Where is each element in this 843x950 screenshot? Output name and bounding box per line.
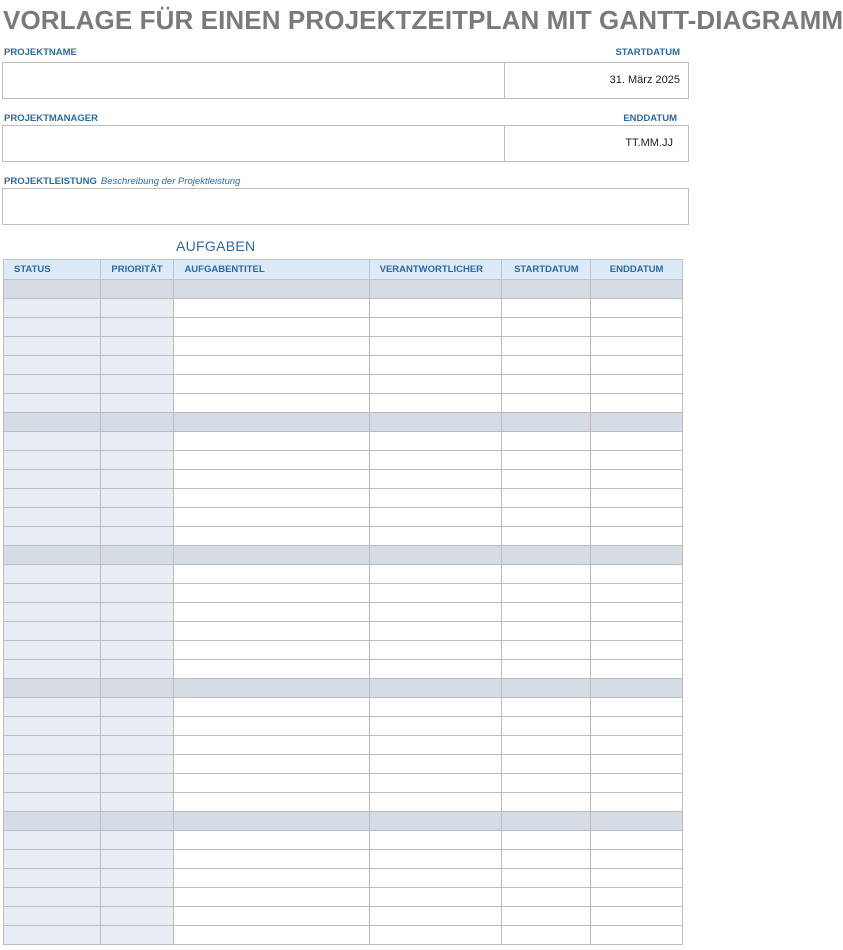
status-cell[interactable] — [4, 413, 101, 432]
task-title-cell[interactable] — [174, 622, 369, 641]
priority-cell[interactable] — [100, 869, 174, 888]
end-date-cell[interactable] — [591, 451, 683, 470]
owner-cell[interactable] — [369, 508, 502, 527]
end-date-cell[interactable] — [591, 793, 683, 812]
priority-cell[interactable] — [100, 508, 174, 527]
priority-cell[interactable] — [100, 812, 174, 831]
owner-cell[interactable] — [369, 736, 502, 755]
task-title-cell[interactable] — [174, 584, 369, 603]
start-date-cell[interactable] — [502, 660, 591, 679]
task-group-row — [4, 546, 683, 565]
status-cell[interactable] — [4, 698, 101, 717]
task-title-cell[interactable] — [174, 470, 369, 489]
task-title-cell[interactable] — [174, 698, 369, 717]
owner-cell[interactable] — [369, 527, 502, 546]
owner-cell[interactable] — [369, 774, 502, 793]
status-cell[interactable] — [4, 508, 101, 527]
task-row — [4, 774, 683, 793]
owner-cell[interactable] — [369, 603, 502, 622]
task-row — [4, 831, 683, 850]
task-row — [4, 451, 683, 470]
task-title-cell[interactable] — [174, 888, 369, 907]
task-title-cell[interactable] — [174, 869, 369, 888]
end-date-cell[interactable] — [591, 907, 683, 926]
task-group-row — [4, 280, 683, 299]
priority-cell[interactable] — [100, 736, 174, 755]
project-manager-field[interactable] — [2, 125, 505, 162]
task-row — [4, 698, 683, 717]
task-title-cell[interactable] — [174, 736, 369, 755]
end-date-cell[interactable] — [591, 375, 683, 394]
priority-cell[interactable] — [100, 375, 174, 394]
task-row — [4, 888, 683, 907]
tasks-section-title: AUFGABEN — [176, 238, 256, 254]
owner-cell[interactable] — [369, 755, 502, 774]
tasks-header-row — [4, 260, 683, 280]
column-header-owner: VERANTWORTLICHER — [369, 260, 502, 280]
deliverable-field[interactable] — [2, 188, 689, 225]
end-date-cell[interactable] — [591, 603, 683, 622]
task-title-cell[interactable] — [174, 660, 369, 679]
priority-cell[interactable] — [100, 432, 174, 451]
start-date-cell[interactable] — [502, 356, 591, 375]
start-date-cell[interactable] — [502, 736, 591, 755]
deliverable-hint: Beschreibung der Projektleistung — [100, 176, 241, 187]
status-cell[interactable] — [4, 736, 101, 755]
deliverable-label-text: PROJEKTLEISTUNG — [4, 176, 97, 187]
owner-cell[interactable] — [369, 679, 502, 698]
task-title-cell[interactable] — [174, 907, 369, 926]
task-row — [4, 508, 683, 527]
priority-cell[interactable] — [100, 679, 174, 698]
status-cell[interactable] — [4, 489, 101, 508]
task-title-cell[interactable] — [174, 356, 369, 375]
task-title-cell[interactable] — [174, 489, 369, 508]
status-cell[interactable] — [4, 394, 101, 413]
task-group-row — [4, 413, 683, 432]
end-date-cell[interactable] — [591, 679, 683, 698]
status-cell[interactable] — [4, 432, 101, 451]
end-date-cell[interactable] — [591, 622, 683, 641]
task-title-cell[interactable] — [174, 679, 369, 698]
task-row — [4, 869, 683, 888]
end-date-value: TT.MM.JJ — [625, 137, 673, 149]
task-title-cell[interactable] — [174, 394, 369, 413]
status-cell[interactable] — [4, 831, 101, 850]
task-title-cell[interactable] — [174, 793, 369, 812]
status-cell[interactable] — [4, 812, 101, 831]
task-row — [4, 527, 683, 546]
start-date-cell[interactable] — [502, 489, 591, 508]
start-date-cell[interactable] — [502, 584, 591, 603]
task-title-cell[interactable] — [174, 603, 369, 622]
task-group-row — [4, 812, 683, 831]
priority-cell[interactable] — [100, 774, 174, 793]
owner-cell[interactable] — [369, 850, 502, 869]
end-date-cell[interactable] — [591, 774, 683, 793]
start-date-cell[interactable] — [502, 470, 591, 489]
priority-cell[interactable] — [100, 299, 174, 318]
task-title-cell[interactable] — [174, 831, 369, 850]
owner-cell[interactable] — [369, 280, 502, 299]
owner-cell[interactable] — [369, 926, 502, 945]
status-cell[interactable] — [4, 774, 101, 793]
column-header-end-date: ENDDATUM — [591, 260, 683, 280]
task-row — [4, 489, 683, 508]
owner-cell[interactable] — [369, 622, 502, 641]
task-title-cell[interactable] — [174, 280, 369, 299]
start-date-cell[interactable] — [502, 888, 591, 907]
start-date-cell[interactable] — [502, 755, 591, 774]
priority-cell[interactable] — [100, 565, 174, 584]
task-row — [4, 641, 683, 660]
start-date-cell[interactable] — [502, 603, 591, 622]
owner-cell[interactable] — [369, 470, 502, 489]
column-header-start-date: STARTDATUM — [502, 260, 591, 280]
priority-cell[interactable] — [100, 546, 174, 565]
status-cell[interactable] — [4, 850, 101, 869]
status-cell[interactable] — [4, 299, 101, 318]
owner-cell[interactable] — [369, 698, 502, 717]
end-date-cell[interactable] — [591, 584, 683, 603]
end-date-cell[interactable] — [591, 736, 683, 755]
start-date-cell[interactable] — [502, 337, 591, 356]
owner-cell[interactable] — [369, 299, 502, 318]
end-date-cell[interactable] — [591, 755, 683, 774]
page-title: VORLAGE FÜR EINEN PROJEKTZEITPLAN MIT GANTT-DIAGRAMM — [3, 5, 843, 35]
column-header-task-title: AUFGABENTITEL — [174, 260, 369, 280]
end-date-cell[interactable] — [591, 527, 683, 546]
priority-cell[interactable] — [100, 755, 174, 774]
priority-cell[interactable] — [100, 489, 174, 508]
priority-cell[interactable] — [100, 717, 174, 736]
start-date-cell[interactable] — [502, 375, 591, 394]
status-cell[interactable] — [4, 717, 101, 736]
task-row — [4, 299, 683, 318]
end-date-cell[interactable] — [591, 470, 683, 489]
priority-cell[interactable] — [100, 907, 174, 926]
task-title-cell[interactable] — [174, 451, 369, 470]
priority-cell[interactable] — [100, 394, 174, 413]
end-date-cell[interactable] — [591, 413, 683, 432]
task-row — [4, 584, 683, 603]
task-title-cell[interactable] — [174, 299, 369, 318]
end-date-label: ENDDATUM — [623, 113, 677, 124]
priority-cell[interactable] — [100, 926, 174, 945]
status-cell[interactable] — [4, 337, 101, 356]
end-date-cell[interactable] — [591, 641, 683, 660]
owner-cell[interactable] — [369, 565, 502, 584]
start-date-cell[interactable] — [502, 527, 591, 546]
task-row — [4, 850, 683, 869]
task-title-cell[interactable] — [174, 774, 369, 793]
owner-cell[interactable] — [369, 413, 502, 432]
task-row — [4, 622, 683, 641]
start-date-value: 31. März 2025 — [609, 74, 680, 86]
project-manager-label: PROJEKTMANAGER — [4, 113, 98, 124]
owner-cell[interactable] — [369, 337, 502, 356]
status-cell[interactable] — [4, 755, 101, 774]
start-date-cell[interactable] — [502, 717, 591, 736]
task-title-cell[interactable] — [174, 527, 369, 546]
task-row — [4, 660, 683, 679]
end-date-cell[interactable] — [591, 926, 683, 945]
task-row — [4, 926, 683, 945]
owner-cell[interactable] — [369, 432, 502, 451]
task-title-cell[interactable] — [174, 337, 369, 356]
priority-cell[interactable] — [100, 831, 174, 850]
start-date-cell[interactable] — [502, 432, 591, 451]
task-group-row — [4, 679, 683, 698]
status-cell[interactable] — [4, 546, 101, 565]
owner-cell[interactable] — [369, 394, 502, 413]
task-row — [4, 793, 683, 812]
status-cell[interactable] — [4, 641, 101, 660]
owner-cell[interactable] — [369, 584, 502, 603]
tasks-body — [4, 280, 683, 945]
start-date-cell[interactable] — [502, 831, 591, 850]
priority-cell[interactable] — [100, 622, 174, 641]
task-row — [4, 337, 683, 356]
status-cell[interactable] — [4, 356, 101, 375]
priority-cell[interactable] — [100, 356, 174, 375]
priority-cell[interactable] — [100, 413, 174, 432]
start-date-cell[interactable] — [502, 850, 591, 869]
owner-cell[interactable] — [369, 907, 502, 926]
task-title-cell[interactable] — [174, 812, 369, 831]
task-title-cell[interactable] — [174, 850, 369, 869]
end-date-cell[interactable] — [591, 831, 683, 850]
project-name-field[interactable] — [2, 62, 505, 99]
end-date-cell[interactable] — [591, 812, 683, 831]
end-date-cell[interactable] — [591, 508, 683, 527]
status-cell[interactable] — [4, 470, 101, 489]
task-row — [4, 375, 683, 394]
start-date-cell[interactable] — [502, 641, 591, 660]
status-cell[interactable] — [4, 907, 101, 926]
priority-cell[interactable] — [100, 888, 174, 907]
task-title-cell[interactable] — [174, 926, 369, 945]
owner-cell[interactable] — [369, 546, 502, 565]
owner-cell[interactable] — [369, 793, 502, 812]
owner-cell[interactable] — [369, 812, 502, 831]
priority-cell[interactable] — [100, 527, 174, 546]
priority-cell[interactable] — [100, 603, 174, 622]
owner-cell[interactable] — [369, 375, 502, 394]
priority-cell[interactable] — [100, 470, 174, 489]
task-title-cell[interactable] — [174, 755, 369, 774]
status-cell[interactable] — [4, 584, 101, 603]
start-date-cell[interactable] — [502, 280, 591, 299]
owner-cell[interactable] — [369, 451, 502, 470]
task-title-cell[interactable] — [174, 413, 369, 432]
status-cell[interactable] — [4, 679, 101, 698]
status-cell[interactable] — [4, 375, 101, 394]
status-cell[interactable] — [4, 888, 101, 907]
priority-cell[interactable] — [100, 337, 174, 356]
priority-cell[interactable] — [100, 318, 174, 337]
task-row — [4, 394, 683, 413]
start-date-cell[interactable] — [502, 926, 591, 945]
end-date-cell[interactable] — [591, 280, 683, 299]
owner-cell[interactable] — [369, 318, 502, 337]
priority-cell[interactable] — [100, 641, 174, 660]
end-date-cell[interactable] — [591, 717, 683, 736]
status-cell[interactable] — [4, 926, 101, 945]
status-cell[interactable] — [4, 793, 101, 812]
end-date-cell[interactable] — [591, 546, 683, 565]
status-cell[interactable] — [4, 622, 101, 641]
end-date-cell[interactable] — [591, 698, 683, 717]
task-title-cell[interactable] — [174, 318, 369, 337]
start-date-cell[interactable] — [502, 394, 591, 413]
task-title-cell[interactable] — [174, 375, 369, 394]
priority-cell[interactable] — [100, 451, 174, 470]
start-date-cell[interactable] — [502, 907, 591, 926]
start-date-cell[interactable] — [502, 774, 591, 793]
status-cell[interactable] — [4, 280, 101, 299]
priority-cell[interactable] — [100, 793, 174, 812]
tasks-table — [3, 259, 683, 945]
task-title-cell[interactable] — [174, 508, 369, 527]
task-title-cell[interactable] — [174, 565, 369, 584]
end-date-cell[interactable] — [591, 299, 683, 318]
start-date-cell[interactable] — [502, 318, 591, 337]
task-row — [4, 318, 683, 337]
owner-cell[interactable] — [369, 660, 502, 679]
priority-cell[interactable] — [100, 850, 174, 869]
end-date-cell[interactable] — [591, 337, 683, 356]
column-header-priority: PRIORITÄT — [100, 260, 174, 280]
task-title-cell[interactable] — [174, 546, 369, 565]
start-date-cell[interactable] — [502, 793, 591, 812]
owner-cell[interactable] — [369, 641, 502, 660]
start-date-cell[interactable] — [502, 565, 591, 584]
end-date-cell[interactable] — [591, 888, 683, 907]
task-title-cell[interactable] — [174, 641, 369, 660]
start-date-cell[interactable] — [502, 299, 591, 318]
project-name-label: PROJEKTNAME — [4, 47, 77, 58]
end-date-cell[interactable] — [591, 565, 683, 584]
priority-cell[interactable] — [100, 698, 174, 717]
end-date-cell[interactable] — [591, 356, 683, 375]
end-date-cell[interactable] — [591, 850, 683, 869]
task-row — [4, 432, 683, 451]
task-row — [4, 356, 683, 375]
priority-cell[interactable] — [100, 660, 174, 679]
start-date-cell[interactable] — [502, 869, 591, 888]
task-title-cell[interactable] — [174, 432, 369, 451]
task-row — [4, 717, 683, 736]
start-date-cell[interactable] — [502, 698, 591, 717]
start-date-cell[interactable] — [502, 622, 591, 641]
end-date-cell[interactable] — [591, 318, 683, 337]
task-row — [4, 755, 683, 774]
owner-cell[interactable] — [369, 831, 502, 850]
owner-cell[interactable] — [369, 717, 502, 736]
status-cell[interactable] — [4, 869, 101, 888]
owner-cell[interactable] — [369, 869, 502, 888]
owner-cell[interactable] — [369, 489, 502, 508]
start-date-cell[interactable] — [502, 508, 591, 527]
owner-cell[interactable] — [369, 888, 502, 907]
deliverable-label — [4, 176, 240, 187]
end-date-cell[interactable] — [591, 489, 683, 508]
task-row — [4, 736, 683, 755]
start-date-cell[interactable] — [502, 812, 591, 831]
status-cell[interactable] — [4, 527, 101, 546]
status-cell[interactable] — [4, 451, 101, 470]
start-date-cell[interactable] — [502, 413, 591, 432]
owner-cell[interactable] — [369, 356, 502, 375]
task-row — [4, 565, 683, 584]
task-title-cell[interactable] — [174, 717, 369, 736]
end-date-cell[interactable] — [591, 869, 683, 888]
status-cell[interactable] — [4, 318, 101, 337]
task-row — [4, 470, 683, 489]
end-date-cell[interactable] — [591, 432, 683, 451]
task-row — [4, 907, 683, 926]
end-date-cell[interactable] — [591, 660, 683, 679]
priority-cell[interactable] — [100, 280, 174, 299]
start-date-cell[interactable] — [502, 546, 591, 565]
priority-cell[interactable] — [100, 584, 174, 603]
status-cell[interactable] — [4, 603, 101, 622]
status-cell[interactable] — [4, 660, 101, 679]
start-date-cell[interactable] — [502, 679, 591, 698]
start-date-label: STARTDATUM — [615, 47, 680, 58]
end-date-cell[interactable] — [591, 394, 683, 413]
task-row — [4, 603, 683, 622]
column-header-status: STATUS — [4, 260, 101, 280]
start-date-cell[interactable] — [502, 451, 591, 470]
status-cell[interactable] — [4, 565, 101, 584]
